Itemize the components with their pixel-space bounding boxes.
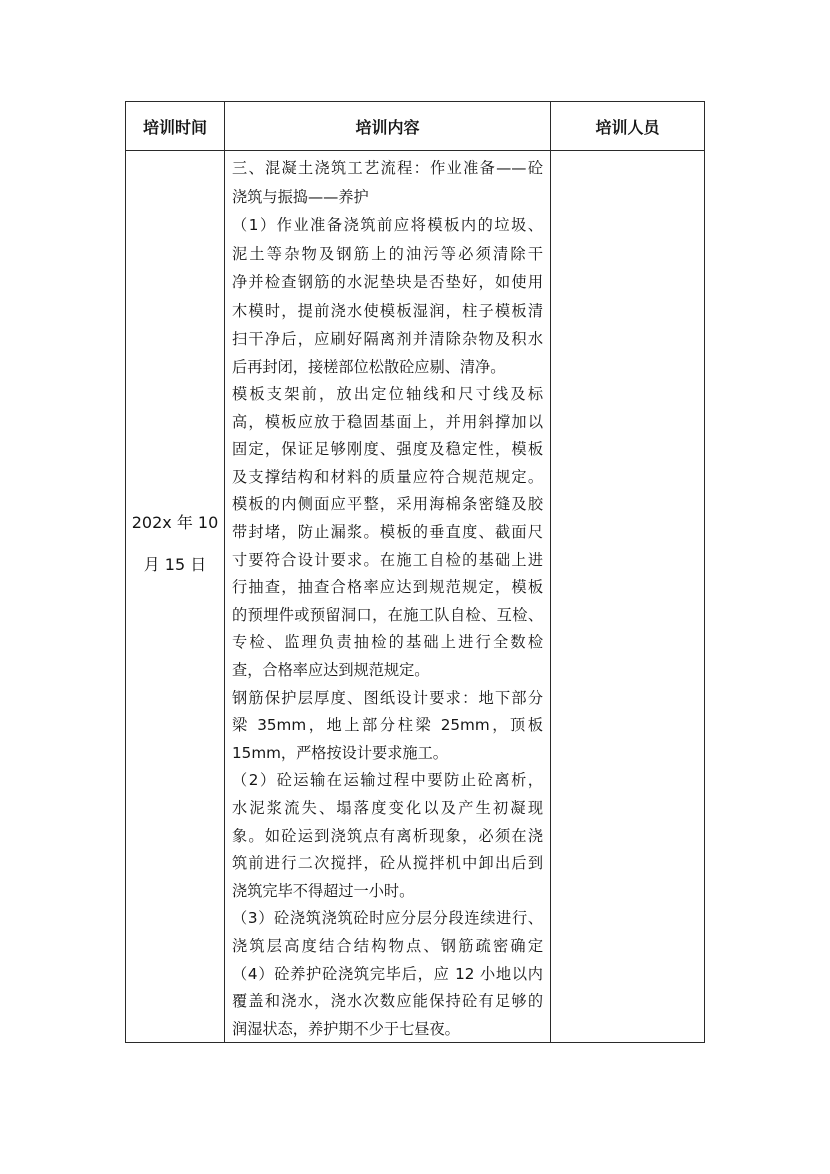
content-line: 泥土等杂物及钢筋上的油污等必须清除干 [232, 244, 543, 263]
cell-trainees [551, 151, 704, 1042]
content-line: 高，模板应放于稳固基面上，并用斜撑加以 [232, 412, 543, 431]
content-line: 后再封闭，接槎部位松散砼应剔、清净。 [232, 357, 506, 376]
content-line: （1）作业准备浇筑前应将模板内的垃圾、 [232, 216, 543, 234]
cell-training-date [126, 151, 224, 1042]
content-line: 三、混凝土浇筑工艺流程：作业准备——砼 [232, 159, 543, 177]
content-line: 固定，保证足够刚度、强度及稳定性，模板 [232, 440, 543, 459]
cell-training-content [225, 151, 550, 1042]
content-line: 的预埋件或预留洞口，在施工队自检、互检、 [232, 605, 543, 624]
content-line: （4）砼养护砼浇筑完毕后，应 12 小地以内 [232, 964, 543, 983]
content-line: 覆盖和浇水，浇水次数应能保持砼有足够的 [232, 992, 543, 1011]
content-line: （3）砼浇筑浇筑砼时应分层分段连续进行、 [232, 909, 543, 928]
content-line: 扫干净后，应刷好隔离剂并清除杂物及积水 [232, 330, 543, 348]
content-line: 净并检查钢筋的水泥垫块是否垫好，如使用 [232, 273, 543, 291]
training-date [126, 502, 224, 586]
content-line: 寸要符合设计要求。在施工自检的基础上进 [232, 550, 543, 569]
content-line: 专检、监理负责抽检的基础上进行全数检 [232, 633, 543, 652]
content-line: 查，合格率应达到规范规定。 [232, 661, 430, 680]
content-line: 象。如砼运到浇筑点有离析现象，必须在浇 [232, 826, 543, 845]
content-line: 及支撑结构和材料的质量应符合规范规定。 [232, 467, 543, 486]
content-line: 梁 35mm，地上部分柱梁 25mm，顶板 [232, 716, 543, 735]
date-line: 月 15 日 [143, 555, 207, 574]
content-line: 浇筑与振捣——养护 [232, 187, 369, 206]
header-training-time: 培训时间 [142, 117, 207, 137]
content-line: 带封堵，防止漏浆。模板的垂直度、截面尺 [232, 523, 543, 542]
header-training-content: 培训内容 [355, 117, 420, 137]
content-line: 15mm，严格按设计要求施工。 [232, 743, 448, 762]
content-line: 润湿状态，养护期不少于七昼夜。 [232, 1019, 460, 1038]
content-line: 钢筋保护层厚度、图纸设计要求：地下部分 [232, 688, 543, 707]
content-line: 模板支架前，放出定位轴线和尺寸线及标 [232, 385, 543, 404]
header-trainees: 培训人员 [595, 117, 660, 137]
content-line: 水泥浆流失、塌落度变化以及产生初凝现 [232, 799, 543, 817]
content-line: 行抽查，抽查合格率应达到规范规定，模板 [232, 578, 543, 597]
content-line: （2）砼运输在运输过程中要防止砼离析， [232, 771, 543, 790]
content-line: 筑前进行二次搅拌，砼从搅拌机中卸出后到 [232, 854, 543, 873]
content-line: 模板的内侧面应平整，采用海棉条密缝及胶 [232, 495, 543, 514]
content-line: 浇筑层高度结合结构物点、钢筋疏密确定 [232, 936, 543, 955]
content-line: 木模时，提前浇水使模板湿润，柱子模板清 [232, 301, 543, 320]
content-line: 浇筑完毕不得超过一小时。 [232, 881, 415, 900]
date-line: 202x 年 10 [131, 513, 219, 532]
training-content-text [232, 154, 543, 1043]
